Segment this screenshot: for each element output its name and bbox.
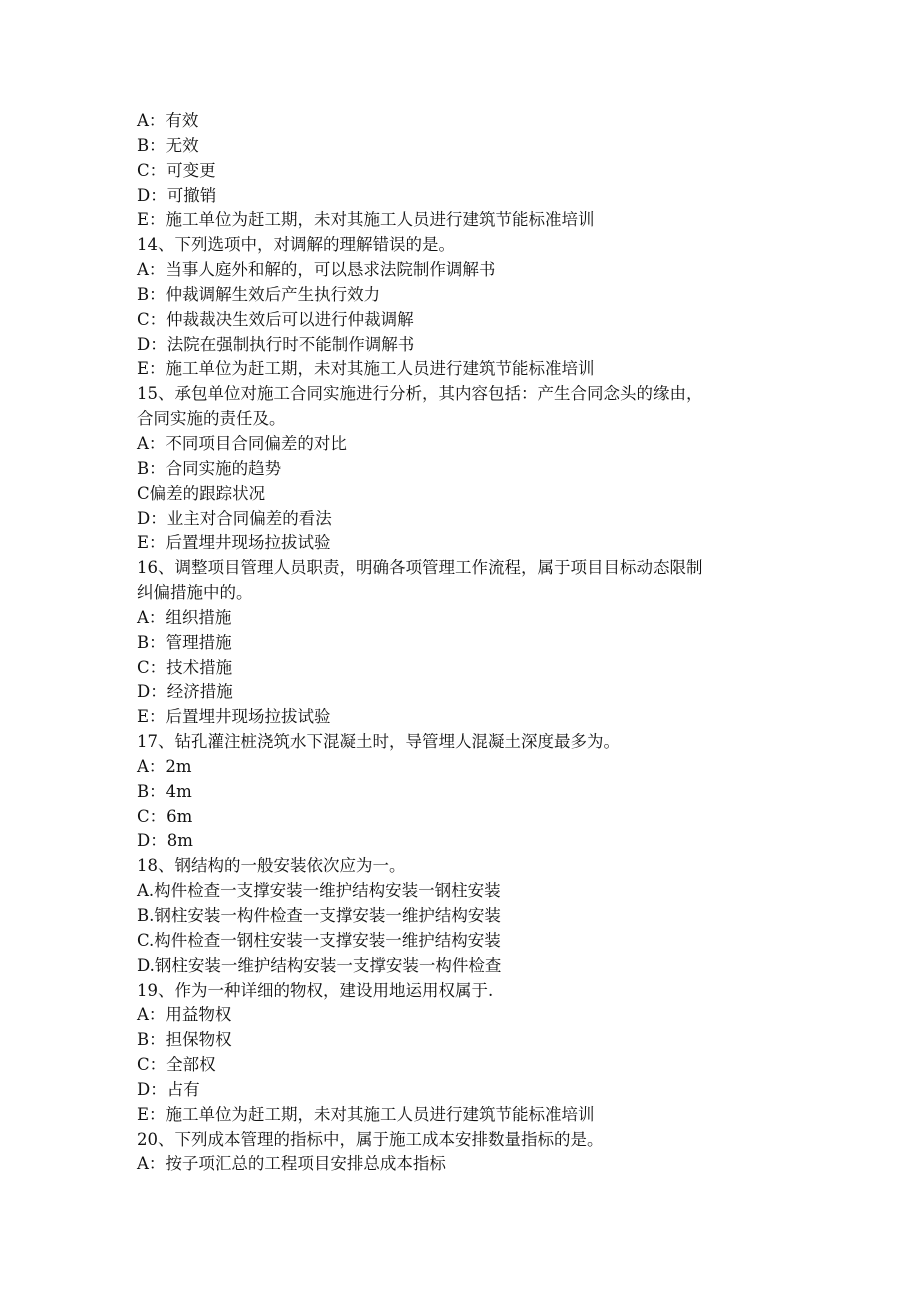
question-20: 20、下列成本管理的指标中，属于施工成本安排数量指标的是。 bbox=[137, 1129, 604, 1149]
answer-option: A：用益物权 bbox=[137, 1005, 232, 1025]
answer-option: D：法院在强制执行时不能制作调解书 bbox=[137, 334, 415, 354]
answer-option: D：经济措施 bbox=[137, 682, 233, 702]
answer-option: C：全部权 bbox=[137, 1055, 216, 1075]
answer-option: C偏差的跟踪状况 bbox=[137, 483, 266, 503]
answer-option: E：施工单位为赶工期，未对其施工人员进行建筑节能标准培训 bbox=[137, 359, 595, 379]
answer-option: C：技术措施 bbox=[137, 657, 233, 677]
answer-option: C.构件检查一钢柱安装一支撑安装一维护结构安装 bbox=[137, 930, 501, 950]
answer-option: D：业主对合同偏差的看法 bbox=[137, 508, 332, 528]
answer-option: E：后置埋井现场拉拔试验 bbox=[137, 533, 331, 553]
answer-option: B：担保物权 bbox=[137, 1030, 232, 1050]
answer-option: A：不同项目合同偏差的对比 bbox=[137, 433, 347, 453]
question-17: 17、钻孔灌注桩浇筑水下混凝土时，导管埋人混凝土深度最多为。 bbox=[137, 732, 620, 752]
answer-option: A：当事人庭外和解的，可以恳求法院制作调解书 bbox=[137, 260, 496, 280]
answer-option: D：8m bbox=[137, 831, 193, 851]
answer-option: E：施工单位为赶工期，未对其施工人员进行建筑节能标准培训 bbox=[137, 210, 595, 230]
question-19: 19、作为一种详细的物权，建设用地运用权属于. bbox=[137, 980, 494, 1000]
answer-option: A.构件检查一支撑安装一维护结构安装一钢柱安装 bbox=[137, 881, 501, 901]
answer-option: A：2m bbox=[137, 756, 192, 776]
answer-option: A：有效 bbox=[137, 111, 199, 130]
answer-option: A：按子项汇总的工程项目安排总成本指标 bbox=[137, 1154, 446, 1174]
answer-option: B.钢柱安装一构件检查一支撑安装一维护结构安装 bbox=[137, 906, 501, 925]
answer-option: C：6m bbox=[137, 806, 193, 826]
question-18: 18、钢结构的一般安装依次应为一。 bbox=[137, 856, 406, 876]
answer-option: B：4m bbox=[137, 781, 192, 801]
answer-option: C：仲裁裁决生效后可以进行仲裁调解 bbox=[137, 309, 414, 329]
question-16-continued: 纠偏措施中的。 bbox=[137, 583, 253, 603]
answer-option: D.钢柱安装一维护结构安装一支撑安装一构件检查 bbox=[137, 955, 502, 975]
question-15: 15、承包单位对施工合同实施进行分析，其内容包括：产生合同念头的缘由， bbox=[137, 384, 703, 404]
answer-option: B：合同实施的趋势 bbox=[137, 458, 282, 478]
question-16: 16、调整项目管理人员职责，明确各项管理工作流程，属于项目目标动态限制 bbox=[137, 558, 703, 578]
answer-option: B：管理措施 bbox=[137, 632, 232, 652]
answer-option: E：施工单位为赶工期，未对其施工人员进行建筑节能标准培训 bbox=[137, 1104, 595, 1124]
answer-option: B：无效 bbox=[137, 135, 199, 155]
answer-option: D：可撤销 bbox=[137, 185, 217, 205]
answer-option: A：组织措施 bbox=[137, 607, 232, 627]
document-page bbox=[137, 109, 797, 1177]
answer-option: E：后置埋井现场拉拔试验 bbox=[137, 707, 331, 727]
answer-option: B：仲裁调解生效后产生执行效力 bbox=[137, 284, 381, 304]
question-15-continued: 合同实施的责任及。 bbox=[137, 409, 286, 429]
answer-option: D：占有 bbox=[137, 1079, 200, 1099]
question-14: 14、下列选项中，对调解的理解错误的是。 bbox=[137, 235, 455, 255]
answer-option: C：可变更 bbox=[137, 160, 216, 180]
